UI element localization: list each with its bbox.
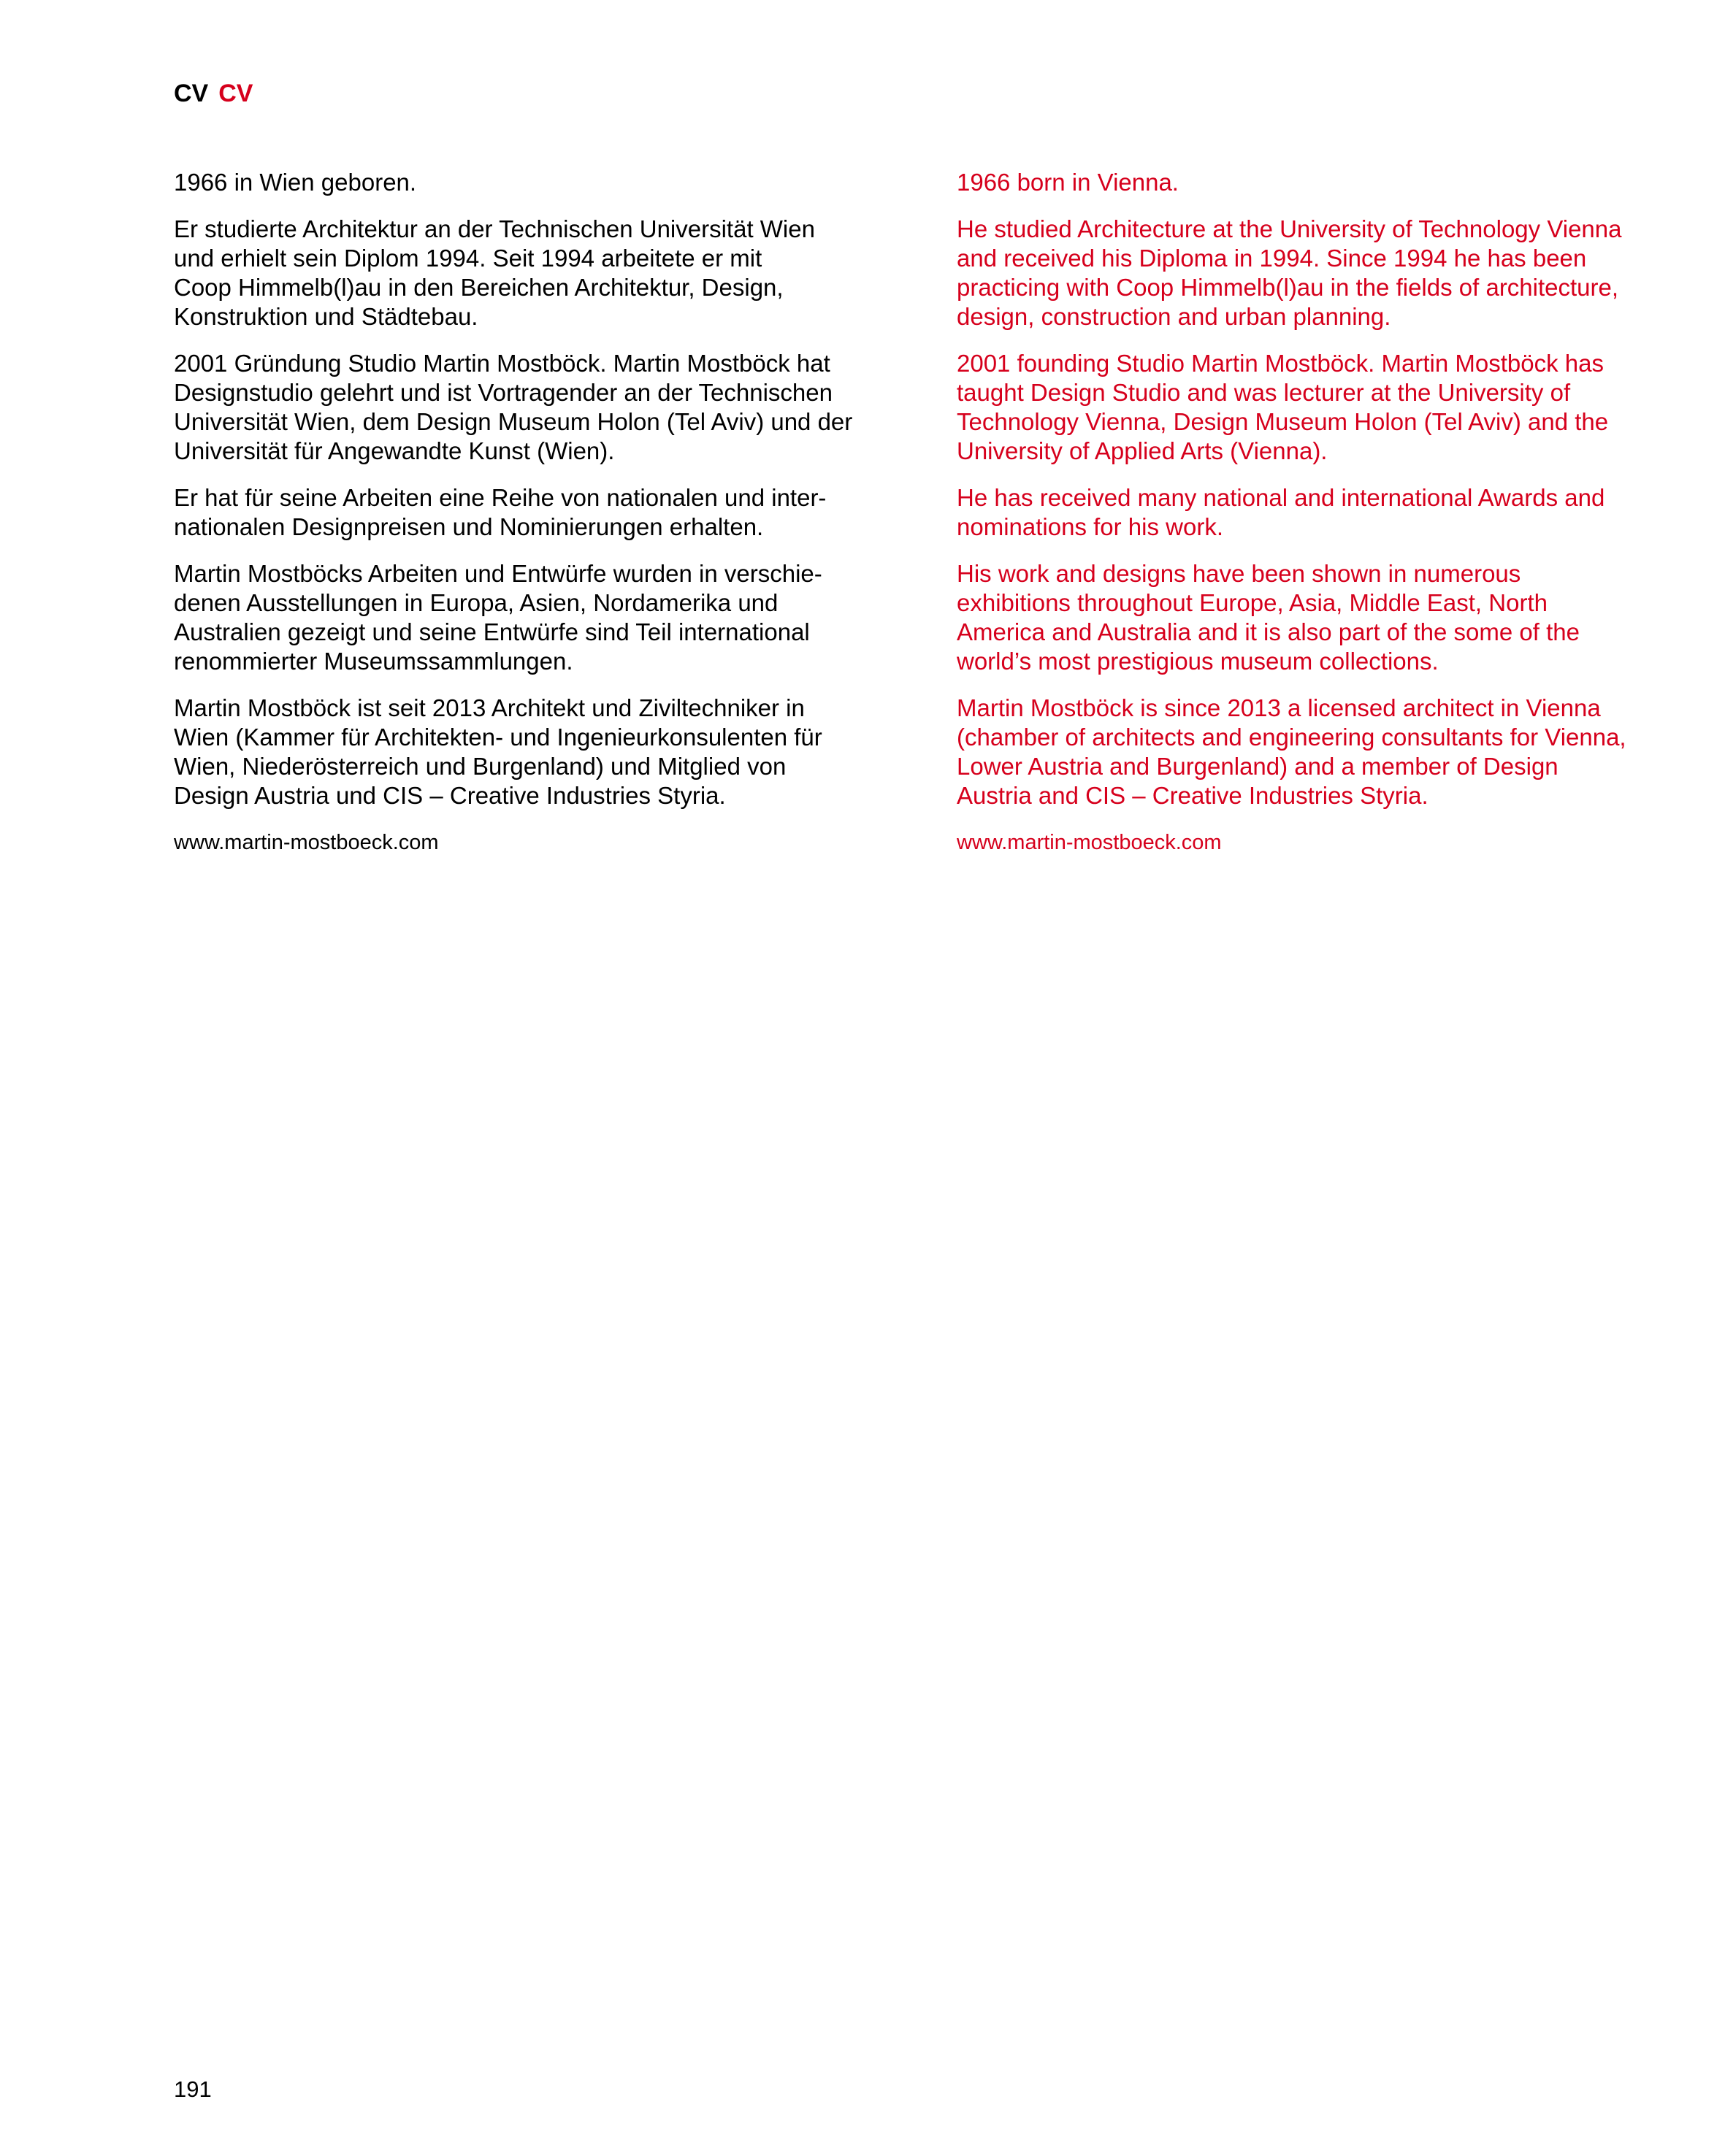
title-english: CV xyxy=(218,80,253,107)
english-website-link[interactable]: www.martin-mostboeck.com xyxy=(957,831,1222,854)
english-paragraph-license: Martin Mostböck is since 2013 a licensed architect in Vienna (chamber of architects and engineering consultants for Vienna, Lower Austria and Burgenland) and a member of Design Austria and CIS – Creative Industries Styria. xyxy=(957,694,1626,809)
english-paragraph-education: He studied Architecture at the University of Technology Vienna and received his Diploma in 1994. Since 1994 he has been practicing with Coop Himmelb(l)au in the fields of architecture, design, construction and urban planning. xyxy=(957,215,1622,330)
english-paragraph-exhibitions: His work and designs have been shown in numerous exhibitions throughout Europe, Asia, Middle East, North America and Australia and it is also part of the some of the world’s most prestigious museum collections. xyxy=(957,560,1580,675)
german-paragraph-studio: 2001 Gründung Studio Martin Mostböck. Martin Mostböck hat Designstudio gelehrt und ist Vortragender an der Technischen Universität Wien, dem Design Museum Holon (Tel Aviv) und der Universität für Angewandte Kunst (Wien). xyxy=(174,350,853,464)
german-website-link[interactable]: www.martin-mostboeck.com xyxy=(174,831,439,854)
german-paragraph-license: Martin Mostböck ist seit 2013 Architekt und Ziviltechniker in Wien (Kammer für Architekten- und Ingenieurkonsulenten für Wien, Niederösterreich und Burgenland) und Mitglied von Design Austria und CIS – Creative Industries Styria. xyxy=(174,694,822,809)
english-column xyxy=(957,168,1687,875)
english-paragraph-birth: 1966 born in Vienna. xyxy=(957,169,1179,196)
english-paragraph-awards: He has received many national and international Awards and nominations for his work. xyxy=(957,484,1605,540)
german-column xyxy=(174,168,904,875)
page-title xyxy=(174,79,253,108)
page-number: 191 xyxy=(174,2076,212,2102)
german-paragraph-birth: 1966 in Wien geboren. xyxy=(174,169,417,196)
title-german: CV xyxy=(174,80,209,107)
german-paragraph-awards: Er hat für seine Arbeiten eine Reihe von nationalen und inter- nationalen Designpreisen und Nominierungen erhalten. xyxy=(174,484,827,540)
german-paragraph-exhibitions: Martin Mostböcks Arbeiten und Entwürfe wurden in verschie- denen Ausstellungen in Europa, Asien, Nordamerika und Australien gezeigt und seine Entwürfe sind Teil international renommierter Museumssammlungen. xyxy=(174,560,822,675)
german-paragraph-education: Er studierte Architektur an der Technischen Universität Wien und erhielt sein Diplom 1994. Seit 1994 arbeitete er mit Coop Himmelb(l)au in den Bereichen Architektur, Design, Konstruktion und Städtebau. xyxy=(174,215,815,330)
english-paragraph-studio: 2001 founding Studio Martin Mostböck. Martin Mostböck has taught Design Studio and was lecturer at the University of Technology Vienna, Design Museum Holon (Tel Aviv) and the University of Applied Arts (Vienna). xyxy=(957,350,1609,464)
